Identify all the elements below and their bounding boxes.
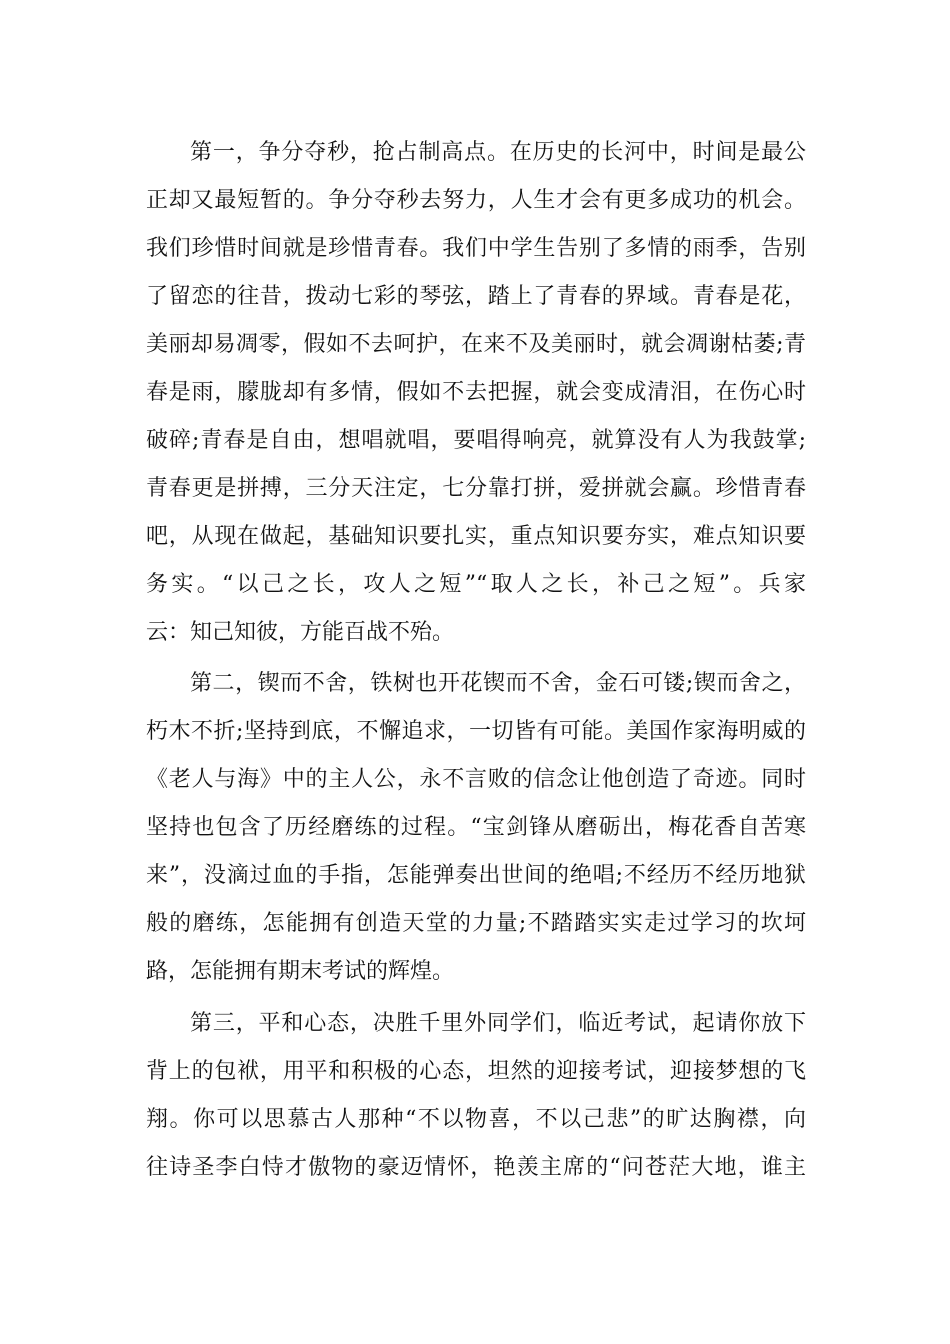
paragraph-1-line-2: 正却又最短暂的。争分夺秒去努力，人生才会有更多成功的机会。	[146, 188, 806, 213]
paragraph-1-line-7: 破碎;青春是自由，想唱就唱，要唱得响亮，就算没有人为我鼓掌;	[146, 428, 806, 453]
paragraph-3-line-4: 往诗圣李白恃才傲物的豪迈情怀，艳羡主席的“问苍茫大地，谁主	[146, 1155, 806, 1180]
paragraph-1-line-3: 我们珍惜时间就是珍惜青春。我们中学生告别了多情的雨季，告别	[146, 236, 806, 261]
paragraph-2-line-1: 第二，锲而不舍，铁树也开花锲而不舍，金石可镂;锲而舍之，	[190, 671, 806, 696]
paragraph-1-line-5: 美丽却易凋零，假如不去呵护，在来不及美丽时，就会凋谢枯萎;青	[146, 332, 806, 357]
paragraph-2-line-2: 朽木不折;坚持到底，不懈追求，一切皆有可能。美国作家海明威的	[146, 719, 806, 744]
paragraph-2-line-5: 来”，没滴过血的手指，怎能弹奏出世间的绝唱;不经历不经历地狱	[146, 863, 806, 888]
paragraph-1-line-9: 吧，从现在做起，基础知识要扎实，重点知识要夯实，难点知识要	[146, 524, 806, 549]
paragraph-2-line-3: 《老人与海》中的主人公，永不言败的信念让他创造了奇迹。同时	[146, 767, 806, 792]
paragraph-3-line-3: 翔。你可以思慕古人那种“不以物喜，不以己悲”的旷达胸襟，向	[146, 1107, 806, 1132]
paragraph-3-line-1: 第三，平和心态，决胜千里外同学们，临近考试，起请你放下	[190, 1011, 806, 1036]
paragraph-2-line-7: 路，怎能拥有期末考试的辉煌。	[146, 959, 455, 984]
paragraph-1-line-11: 云：知己知彼，方能百战不殆。	[146, 620, 455, 645]
paragraph-2-line-6: 般的磨练，怎能拥有创造天堂的力量;不踏踏实实走过学习的坎坷	[146, 911, 806, 936]
paragraph-1-line-10: 务实。“以己之长，攻人之短”“取人之长，补己之短”。兵家	[146, 572, 806, 597]
paragraph-1-line-1: 第一，争分夺秒，抢占制高点。在历史的长河中，时间是最公	[190, 140, 806, 165]
paragraph-1-line-8: 青春更是拼搏，三分天注定，七分靠打拼，爱拼就会赢。珍惜青春	[146, 476, 806, 501]
paragraph-1-line-4: 了留恋的往昔，拨动七彩的琴弦，踏上了青春的界域。青春是花，	[146, 284, 806, 309]
paragraph-2-line-4: 坚持也包含了历经磨练的过程。“宝剑锋从磨砺出，梅花香自苦寒	[146, 815, 806, 840]
paragraph-3-line-2: 背上的包袱，用平和积极的心态，坦然的迎接考试，迎接梦想的飞	[146, 1059, 806, 1084]
paragraph-1-line-6: 春是雨，朦胧却有多情，假如不去把握，就会变成清泪，在伤心时	[146, 380, 806, 405]
